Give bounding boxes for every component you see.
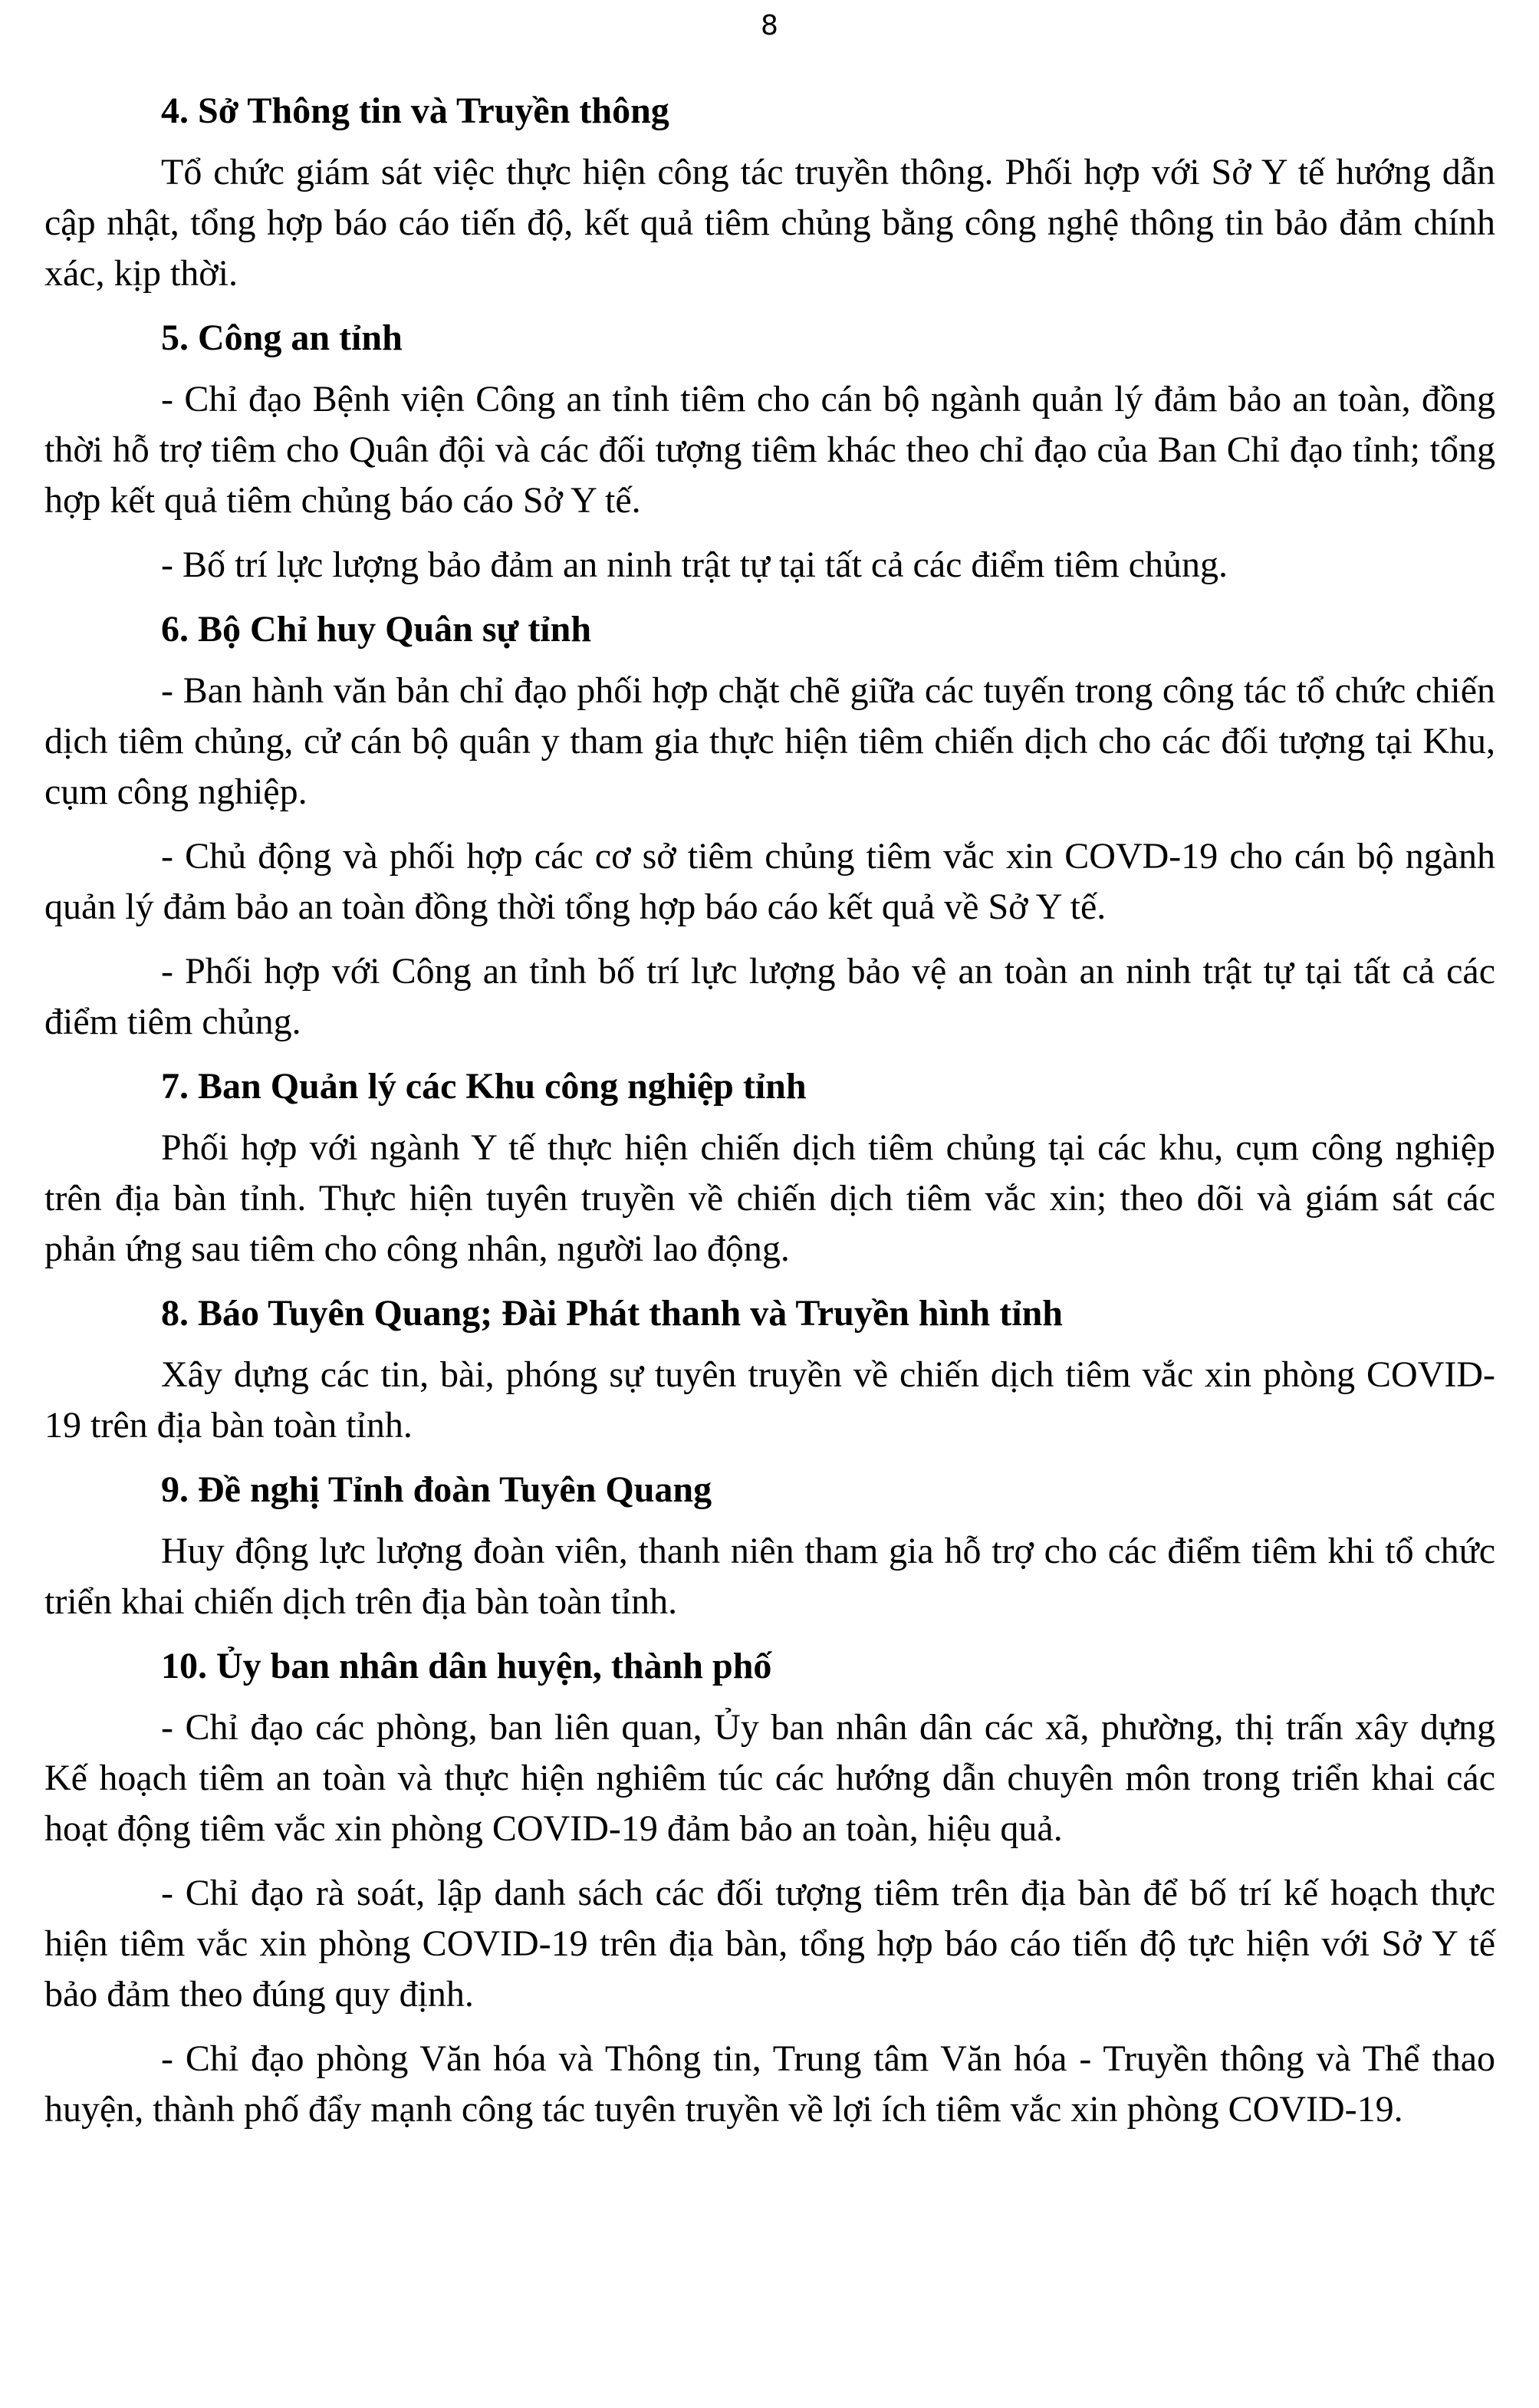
section-heading: 8. Báo Tuyên Quang; Đài Phát thanh và Truyền hình tỉnh — [161, 1293, 1063, 1334]
paragraph: - Chỉ đạo phòng Văn hóa và Thông tin, Trung tâm Văn hóa - Truyền thông và Thể thao huyện, thành phố đẩy mạnh công tác tuyên truyền về lợi ích tiêm vắc xin phòng COVID-19. — [44, 2038, 1495, 2130]
section-heading: 10. Ủy ban nhân dân huyện, thành phố — [161, 1646, 772, 1686]
paragraph: - Ban hành văn bản chỉ đạo phối hợp chặt chẽ giữa các tuyến trong công tác tổ chức chiến dịch tiêm chủng, cử cán bộ quân y tham gia thực hiện tiêm chiến dịch cho các đối tượng tại Khu, cụm công nghiệp. — [44, 670, 1495, 812]
section-tinh-doan — [44, 1465, 1495, 1627]
section-heading: 6. Bộ Chỉ huy Quân sự tỉnh — [161, 609, 592, 650]
paragraph: - Chỉ đạo Bệnh viện Công an tỉnh tiêm cho cán bộ ngành quản lý đảm bảo an toàn, đồng thời hỗ trợ tiêm cho Quân đội và các đối tượng tiêm khác theo chỉ đạo của Ban Chỉ đạo tỉnh; tổng hợp kết quả tiêm chủng báo cáo Sở Y tế. — [44, 379, 1495, 521]
paragraph: - Bố trí lực lượng bảo đảm an ninh trật tự tại tất cả các điểm tiêm chủng. — [161, 544, 1228, 585]
section-bao-dai-phat-thanh — [44, 1288, 1495, 1451]
page-number: 8 — [761, 10, 778, 41]
paragraph: - Chỉ đạo rà soát, lập danh sách các đối tượng tiêm trên địa bàn để bố trí kế hoạch thực hiện tiêm vắc xin phòng COVID-19 trên địa bàn, tổng hợp báo cáo tiến độ tực hiện với Sở Y tế bảo đảm theo đúng quy định. — [44, 1873, 1495, 2015]
paragraph: - Chủ động và phối hợp các cơ sở tiêm chủng tiêm vắc xin COVD-19 cho cán bộ ngành quản lý đảm bảo an toàn đồng thời tổng hợp báo cáo kết quả về Sở Y tế. — [44, 836, 1495, 927]
section-bo-chi-huy-quan-su — [44, 604, 1495, 1048]
paragraph: - Chỉ đạo các phòng, ban liên quan, Ủy ban nhân dân các xã, phường, thị trấn xây dựng Kế hoạch tiêm an toàn và thực hiện nghiêm túc các hướng dẫn chuyên môn trong triển khai các hoạt động tiêm vắc xin phòng COVID-19 đảm bảo an toàn, hiệu quả. — [44, 1707, 1495, 1849]
section-heading: 9. Đề nghị Tỉnh đoàn Tuyên Quang — [161, 1469, 712, 1510]
section-ban-quan-ly-khu-cong-nghiep — [44, 1061, 1495, 1275]
section-heading: 5. Công an tỉnh — [161, 317, 403, 358]
section-heading: 7. Ban Quản lý các Khu công nghiệp tỉnh — [161, 1066, 807, 1107]
paragraph: Xây dựng các tin, bài, phóng sự tuyên truyền về chiến dịch tiêm vắc xin phòng COVID-19 trên địa bàn toàn tỉnh. — [44, 1354, 1495, 1446]
paragraph: Huy động lực lượng đoàn viên, thanh niên tham gia hỗ trợ cho các điểm tiêm khi tổ chức triển khai chiến dịch trên địa bàn toàn tỉnh. — [44, 1531, 1495, 1622]
paragraph: - Phối hợp với Công an tỉnh bố trí lực lượng bảo vệ an toàn an ninh trật tự tại tất cả các điểm tiêm chủng. — [44, 951, 1495, 1042]
paragraph: Tổ chức giám sát việc thực hiện công tác truyền thông. Phối hợp với Sở Y tế hướng dẫn cập nhật, tổng hợp báo cáo tiến độ, kết quả tiêm chủng bằng công nghệ thông tin bảo đảm chính xác, kịp thời. — [44, 152, 1495, 294]
section-ubnd-huyen-thanh-pho — [44, 1641, 1495, 2135]
section-heading: 4. Sở Thông tin và Truyền thông — [161, 90, 669, 131]
document-body — [44, 86, 1495, 2149]
section-cong-an-tinh — [44, 313, 1495, 590]
paragraph: Phối hợp với ngành Y tế thực hiện chiến dịch tiêm chủng tại các khu, cụm công nghiệp trên địa bàn tỉnh. Thực hiện tuyên truyền về chiến dịch tiêm vắc xin; theo dõi và giám sát các phản ứng sau tiêm cho công nhân, người lao động. — [44, 1127, 1495, 1269]
section-so-thong-tin-truyen-thong — [44, 86, 1495, 299]
